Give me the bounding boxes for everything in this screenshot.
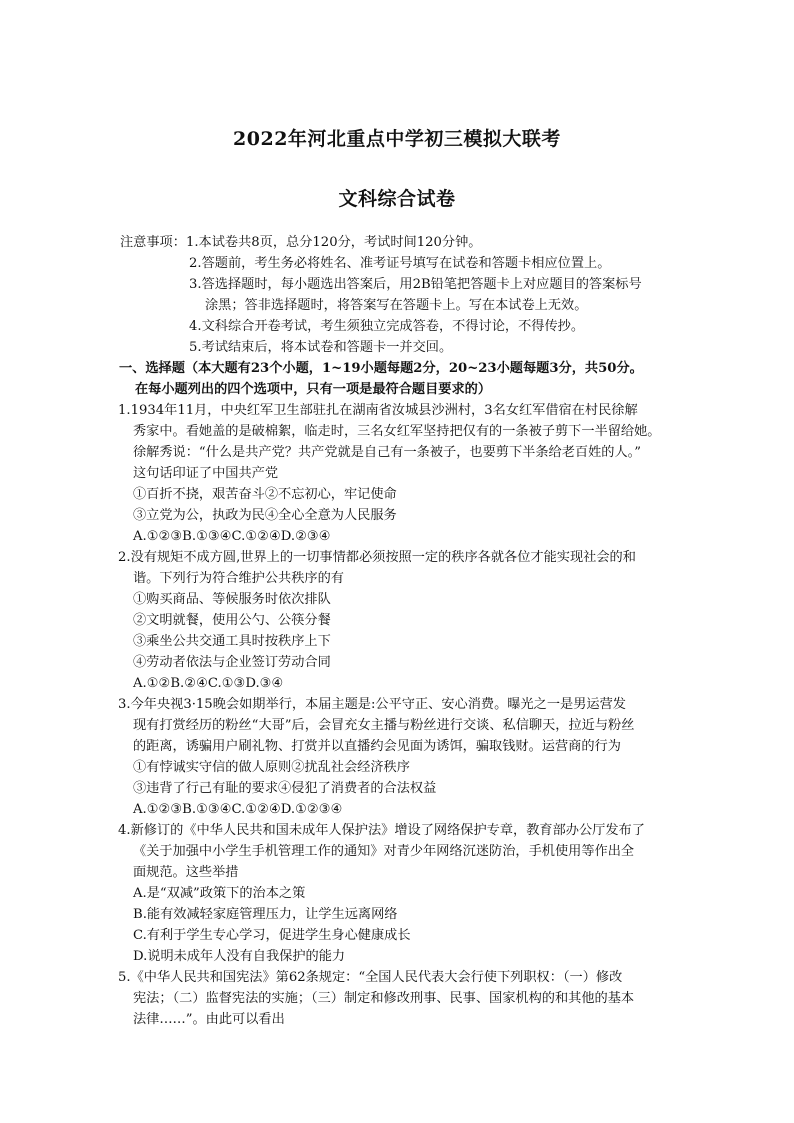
question-line: 现有打赏经历的粉丝“大哥”后，会冒充女主播与粉丝进行交谈、私信聊天，拉近与粉丝 bbox=[133, 718, 635, 733]
section-heading: 一、选择题（本大题有23个小题，1~19小题每题2分，20~23小题每题3分，共50分。 bbox=[119, 361, 643, 376]
question-line: 法律……”。由此可以看出 bbox=[133, 1012, 285, 1027]
question-option: ②文明就餐，使用公勺、公筷分餐 bbox=[133, 613, 331, 628]
question-option: ③乘坐公共交通工具时按秩序上下 bbox=[133, 634, 331, 649]
question-option: ①百折不挠，艰苦奋斗②不忘初心，牢记使命 bbox=[133, 487, 397, 502]
question-option: ③违背了行己有耻的要求④侵犯了消费者的合法权益 bbox=[133, 781, 437, 796]
section-heading-cont: 在每小题列出的四个选项中，只有一项是最符合题目要求的） bbox=[135, 382, 492, 397]
question-line: 徐解秀说：“什么是共产党？共产党就是自己有一条被子，也要剪下半条给老百姓的人。” bbox=[133, 445, 642, 460]
note-item: 3.答选择题时，每小题选出答案后，用2B铅笔把答题卡上对应题目的答案标号 bbox=[189, 277, 642, 292]
question-line: 5.《中华人民共和国宪法》第62条规定：“全国人民代表大会行使下列职权：（一）修改 bbox=[118, 970, 623, 985]
question-option: ④劳动者依法与企业签订劳动合同 bbox=[133, 655, 331, 670]
note-item: 4.文科综合开卷考试，考生须独立完成答卷，不得讨论，不得传抄。 bbox=[189, 319, 585, 334]
note-item: 涂黑；答非选择题时，将答案写在答题卡上。写在本试卷上无效。 bbox=[205, 298, 588, 313]
question-line: 《关于加强中小学生手机管理工作的通知》对青少年网络沉迷防治，手机使用等作出全 bbox=[133, 844, 635, 859]
question-line: 1.1934年11月，中央红军卫生部驻扎在湖南省汝城县沙洲村，3名女红军借宿在村民徐解 bbox=[118, 403, 638, 418]
note-item: 5.考试结束后，将本试卷和答题卡一并交回。 bbox=[189, 340, 453, 355]
question-line: 面规范。这些举措 bbox=[133, 865, 239, 880]
question-line: 3.今年央视3·15晚会如期举行，本届主题是:公平守正、安心消费。曝光之一是男运营发 bbox=[118, 697, 626, 712]
exam-title: 2022年河北重点中学初三模拟大联考 bbox=[233, 128, 561, 150]
question-line: 谐。下列行为符合维护公共秩序的有 bbox=[133, 571, 344, 586]
question-line: 秀家中。看她盖的是破棉絮，临走时，三名女红军坚持把仅有的一条被子剪下一半留给她。 bbox=[133, 424, 661, 439]
notes-block bbox=[120, 235, 481, 251]
question-option: ①购买商品、等候服务时依次排队 bbox=[133, 592, 331, 607]
question-option: ①有悖诚实守信的做人原则②扰乱社会经济秩序 bbox=[133, 760, 410, 775]
question-line: 的距离，诱骗用户刷礼物、打赏并以直播约会见面为诱饵，骗取钱财。运营商的行为 bbox=[133, 739, 621, 754]
notes-label: 注意事项： bbox=[120, 235, 186, 250]
question-option: ③立党为公，执政为民④全心全意为人民服务 bbox=[133, 508, 397, 523]
question-line: 2.没有规矩不成方圆,世界上的一切事情都必须按照一定的秩序各就各位才能实现社会的和 bbox=[118, 550, 636, 565]
question-line: 这句话印证了中国共产党 bbox=[133, 466, 279, 481]
question-choice: C.有利于学生专心学习，促进学生身心健康成长 bbox=[133, 928, 411, 943]
exam-subtitle: 文科综合试卷 bbox=[338, 188, 456, 210]
question-choices: A.①②③B.①③④C.①②④D.①②③④ bbox=[133, 802, 343, 817]
question-choices: A.①②B.②④C.①③D.③④ bbox=[133, 676, 284, 691]
note-item: 1.本试卷共8页，总分120分，考试时间120分钟。 bbox=[185, 235, 482, 250]
question-choice: B.能有效减轻家庭管理压力，让学生远离网络 bbox=[133, 907, 398, 922]
question-line: 4.新修订的《中华人民共和国未成年人保护法》增设了网络保护专章，教育部办公厅发布了 bbox=[118, 823, 645, 838]
question-line: 宪法；（二）监督宪法的实施；（三）制定和修改刑事、民事、国家机构的和其他的基本 bbox=[133, 991, 635, 1006]
question-choices: A.①②③B.①③④C.①②④D.②③④ bbox=[133, 529, 331, 544]
question-choice: D.说明未成年人没有自我保护的能力 bbox=[133, 949, 346, 964]
question-choice: A.是“双减”政策下的治本之策 bbox=[133, 886, 306, 901]
note-item: 2.答题前，考生务必将姓名、准考证号填写在试卷和答题卡相应位置上。 bbox=[189, 256, 611, 271]
